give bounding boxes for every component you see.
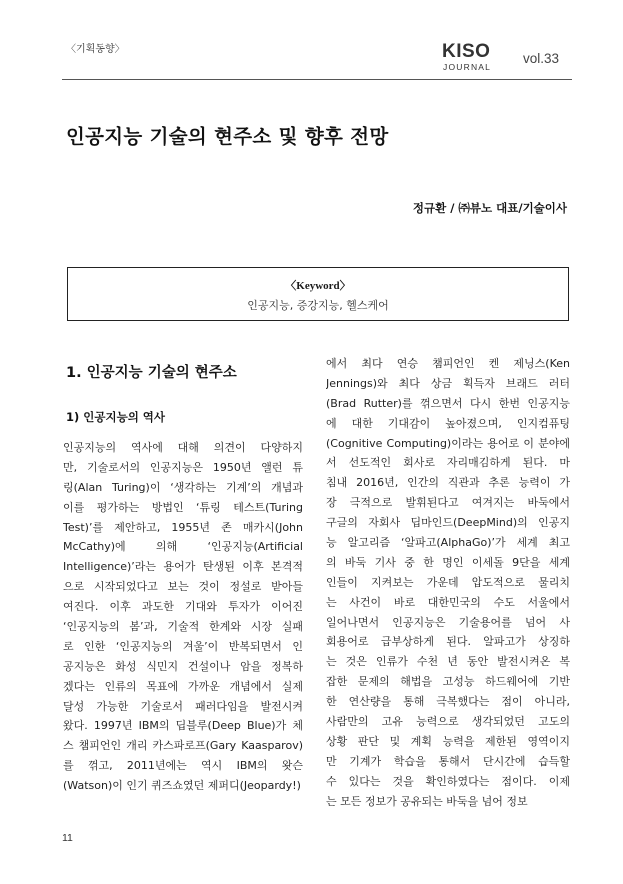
body-text-line: Test)’를 제안하고, 1955년 존 매카시(John <box>63 520 303 534</box>
body-text-line: 이를 평가하는 방법인 ‘튜링 테스트(Turing <box>63 500 303 514</box>
body-text-line: 공지능은 화성 식민지 건설이나 암을 정복하 <box>63 659 303 673</box>
article-title: 인공지능 기술의 현주소 및 향후 전망 <box>66 125 389 148</box>
body-text-line: McCathy)에 의해 ‘인공지능(Artificial <box>63 540 303 554</box>
body-text-line: 으로 시작되었다고 보는 것이 정설로 받아들 <box>63 580 303 594</box>
body-text-line: 링(Alan Turing)이 ‘생각하는 기계’의 개념과 <box>63 480 303 494</box>
body-text-line: 에 대한 기대감이 높아졌으며, 인지컴퓨팅 <box>326 416 570 430</box>
body-text-line: 스 챔피언인 개리 카스파로프(Gary Kaasparov) <box>63 739 303 753</box>
keyword-title: 〈Keyword〉 <box>285 280 351 292</box>
body-text-line: 인공지능의 역사에 대해 의견이 다양하지 <box>63 441 303 454</box>
body-text-line: 만 기계가 학습을 통해서 단시간에 습득할 <box>326 754 570 768</box>
body-text-line: 달성 가능한 기술로서 패러다임을 발전시켜 <box>63 699 303 713</box>
body-text-line: (Watson)이 인기 퀴즈쇼였던 제퍼디(Jeopardy!) <box>63 779 301 793</box>
body-text-line: (Brad Rutter)를 꺾으면서 다시 한번 인공지능 <box>326 396 570 410</box>
body-text-line: 능 알고리즘 ‘알파고(AlphaGo)’가 세계 최고 <box>326 536 570 550</box>
body-text-line: 의 바둑 기사 중 한 명인 이세돌 9단을 세계 <box>326 555 570 569</box>
body-text-line: 침내 2016년, 인간의 직관과 추론 능력이 가 <box>326 476 570 490</box>
body-text-line: 에서 최다 연승 챔피언인 켄 제닝스(Ken <box>326 357 570 370</box>
body-text-line: 인들이 지켜보는 가운데 압도적으로 물리치 <box>326 575 570 589</box>
body-text-line: 겠다는 인류의 목표에 가까운 개념에서 실제 <box>63 679 303 693</box>
keyword-values: 인공지능, 증강지능, 헬스케어 <box>247 299 389 312</box>
body-text-line: 잡한 문제의 해법을 고성능 하드웨어에 기반 <box>326 675 570 689</box>
body-text-line: 회용어로 급부상하게 된다. 알파고가 상징하 <box>326 635 570 649</box>
body-text-line: 구글의 자회사 딥마인드(DeepMind)의 인공지 <box>326 516 570 530</box>
body-text-line: 상황 판단 및 계획 능력을 제한된 영역이지 <box>326 734 570 748</box>
subsection-heading: 1) 인공지능의 역사 <box>66 410 166 424</box>
author-line: 정규환 / ㈜뷰노 대표/기술이사 <box>412 201 567 215</box>
body-text-line: Intelligence)’라는 용어가 탄생된 이후 본격적 <box>63 560 303 574</box>
body-text-line: 만, 기술로서의 인공지능은 1950년 앨런 튜 <box>63 460 303 474</box>
body-text-line: 여진다. 이후 과도한 기대와 투자가 이어진 <box>63 600 303 614</box>
section-tag: 〈기획동향〉 <box>66 44 125 55</box>
body-text-line: 는 것은 인류가 수천 년 동안 발전시켜온 복 <box>326 655 570 669</box>
body-text-line: 장 극적으로 발휘된다고 여겨지는 바둑에서 <box>326 496 570 510</box>
body-text-line: 한 연산량을 통해 극복했다는 점이 아니라, <box>326 695 570 709</box>
body-text-line: 사람만의 고유 능력으로 생각되었던 고도의 <box>326 715 570 729</box>
body-column-right <box>326 354 570 811</box>
body-text-line: 는 모든 정보가 공유되는 바둑을 넘어 정보 <box>326 794 528 808</box>
page-number: 11 <box>62 832 73 844</box>
body-text-line: 를 꺾고, 2011년에는 역시 IBM의 왓슨 <box>63 759 303 773</box>
body-text-line: 서 선도적인 회사로 자리매김하게 된다. 마 <box>326 456 570 470</box>
header-divider <box>62 79 572 80</box>
keyword-box <box>67 267 569 321</box>
section-heading: 1. 인공지능 기술의 현주소 <box>66 365 237 381</box>
body-text-line: Jennings)와 최다 상금 획득자 브래드 러터 <box>326 376 570 390</box>
body-text-line: 일어나면서 인공지능은 기술용어를 넘어 사 <box>326 615 570 629</box>
volume-label: vol.33 <box>523 51 560 66</box>
body-text-line: 는 사건이 바로 대한민국의 수도 서울에서 <box>326 595 570 609</box>
body-text-line: 수 있다는 것을 확인하였다는 점이다. 이제 <box>326 774 570 788</box>
body-column-left <box>63 438 303 796</box>
journal-logo-subtitle: JOURNAL <box>443 62 492 72</box>
journal-logo: KISO <box>442 41 491 62</box>
body-text-line: ‘인공지능의 봄’과, 기술적 한계와 시장 실패 <box>63 620 303 634</box>
body-text-line: (Cognitive Computing)이라는 용어로 이 분야에 <box>326 436 570 450</box>
body-text-line: 로 인한 ‘인공지능의 겨울’이 반복되면서 인 <box>63 639 303 653</box>
body-text-line: 왔다. 1997년 IBM의 딥블루(Deep Blue)가 체 <box>63 719 303 733</box>
